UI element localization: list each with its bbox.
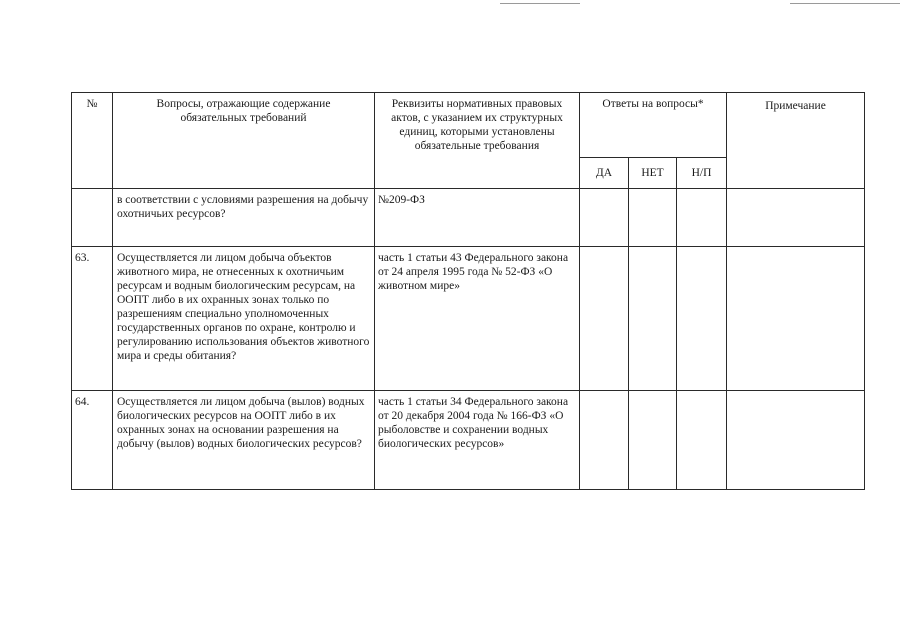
header-no: НЕТ xyxy=(629,158,677,189)
answer-na-cell[interactable] xyxy=(677,391,727,490)
answer-no-cell[interactable] xyxy=(629,189,677,247)
header-references: Реквизиты нормативных правовых актов, с указанием их структурных единиц, которыми установлены обязательные требования xyxy=(375,93,580,189)
row-reference: №209-ФЗ xyxy=(375,189,580,247)
table-row xyxy=(72,247,865,391)
answer-na-cell[interactable] xyxy=(677,247,727,391)
answer-yes-cell[interactable] xyxy=(580,189,629,247)
answer-no-cell[interactable] xyxy=(629,247,677,391)
table-row xyxy=(72,391,865,490)
row-question: в соответствии с условиями разрешения на добычу охотничьих ресурсов? xyxy=(113,189,375,247)
answer-no-cell[interactable] xyxy=(629,391,677,490)
table-row xyxy=(72,189,865,247)
header-number: № xyxy=(72,93,113,189)
note-cell[interactable] xyxy=(727,247,865,391)
note-cell[interactable] xyxy=(727,391,865,490)
requirements-table xyxy=(71,92,865,490)
note-cell[interactable] xyxy=(727,189,865,247)
header-answers: Ответы на вопросы* xyxy=(580,93,727,158)
scan-artifact-line xyxy=(500,3,580,4)
scan-artifact-line xyxy=(790,3,900,4)
row-number: 63. xyxy=(72,247,113,391)
row-reference: часть 1 статьи 34 Федерального закона от 20 декабря 2004 года № 166-ФЗ «О рыболовстве и сохранении водных биологических ресурсов» xyxy=(375,391,580,490)
header-na: Н/П xyxy=(677,158,727,189)
header-yes: ДА xyxy=(580,158,629,189)
row-reference: часть 1 статьи 43 Федерального закона от 24 апреля 1995 года № 52-ФЗ «О животном мире» xyxy=(375,247,580,391)
row-question: Осуществляется ли лицом добыча объектов животного мира, не отнесенных к охотничьим ресурсам и водным биологическим ресурсам, на ООПТ либо в их охранных зонах только по разрешениям специально уполномоченных государственных органов по охране, контролю и регулированию использования объектов животного мира и среды обитания? xyxy=(113,247,375,391)
row-number xyxy=(72,189,113,247)
answer-yes-cell[interactable] xyxy=(580,391,629,490)
header-notes: Примечание xyxy=(727,93,865,189)
header-row xyxy=(72,93,865,158)
header-questions: Вопросы, отражающие содержание обязательных требований xyxy=(113,93,375,189)
answer-yes-cell[interactable] xyxy=(580,247,629,391)
answer-na-cell[interactable] xyxy=(677,189,727,247)
row-number: 64. xyxy=(72,391,113,490)
row-question: Осуществляется ли лицом добыча (вылов) водных биологических ресурсов на ООПТ либо в их охранных зонах на основании разрешения на добычу (вылов) водных биологических ресурсов? xyxy=(113,391,375,490)
